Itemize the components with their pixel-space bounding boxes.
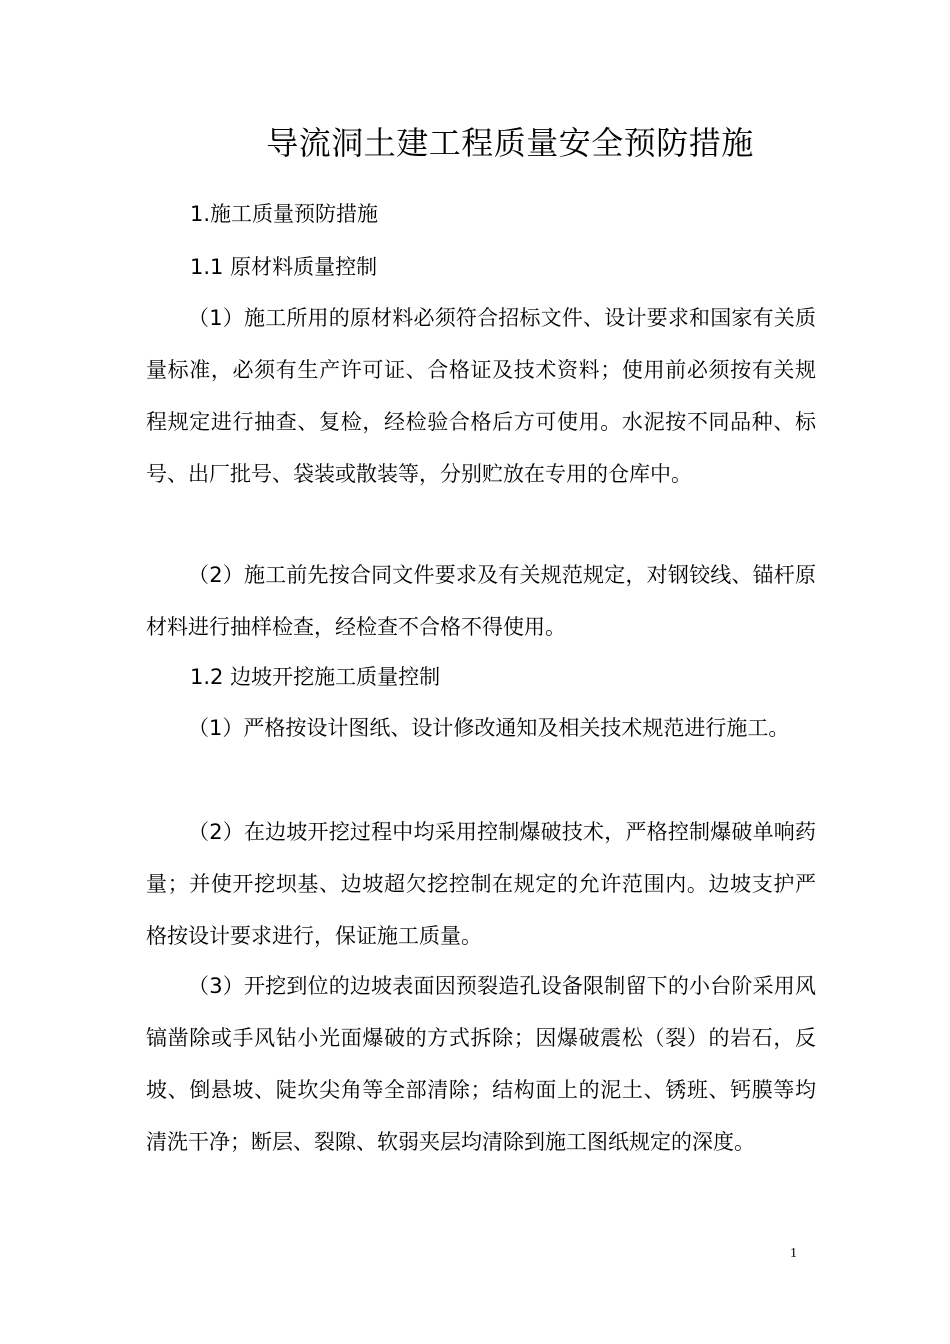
- section-1-heading: 1.施工质量预防措施: [190, 202, 379, 226]
- page-number: 1: [790, 1246, 797, 1261]
- subsection-1-1-heading: 1.1 原材料质量控制: [190, 255, 378, 279]
- paragraph-1-2-1: （1）严格按设计图纸、设计修改通知及相关技术规范进行施工。: [188, 716, 790, 740]
- paragraph-1-1-2: （2）施工前先按合同文件要求及有关规范规定，对钢铰线、锚杆原材料进行抽样检查，经检查不合格不得使用。: [146, 563, 816, 639]
- paragraph-1-2-3: （3）开挖到位的边坡表面因预裂造孔设备限制留下的小台阶采用风镐凿除或手风钻小光面爆破的方式拆除；因爆破震松（裂）的岩石，反坡、倒悬坡、陡坎尖角等全部清除；结构面上的泥土、锈班、钙膜等均清洗干净；断层、裂隙、软弱夹层均清除到施工图纸规定的深度。: [146, 974, 816, 1154]
- paragraph-1-1-1: （1）施工所用的原材料必须符合招标文件、设计要求和国家有关质量标准，必须有生产许可证、合格证及技术资料；使用前必须按有关规程规定进行抽查、复检，经检验合格后方可使用。水泥按不同品种、标号、出厂批号、袋装或散装等，分别贮放在专用的仓库中。: [146, 306, 816, 486]
- document-title: 导流洞土建工程质量安全预防措施: [266, 124, 754, 162]
- paragraph-1-2-2: （2）在边坡开挖过程中均采用控制爆破技术，严格控制爆破单响药量；并使开挖坝基、边坡超欠挖控制在规定的允许范围内。边坡支护严格按设计要求进行，保证施工质量。: [146, 820, 816, 948]
- subsection-1-2-heading: 1.2 边坡开挖施工质量控制: [190, 665, 441, 689]
